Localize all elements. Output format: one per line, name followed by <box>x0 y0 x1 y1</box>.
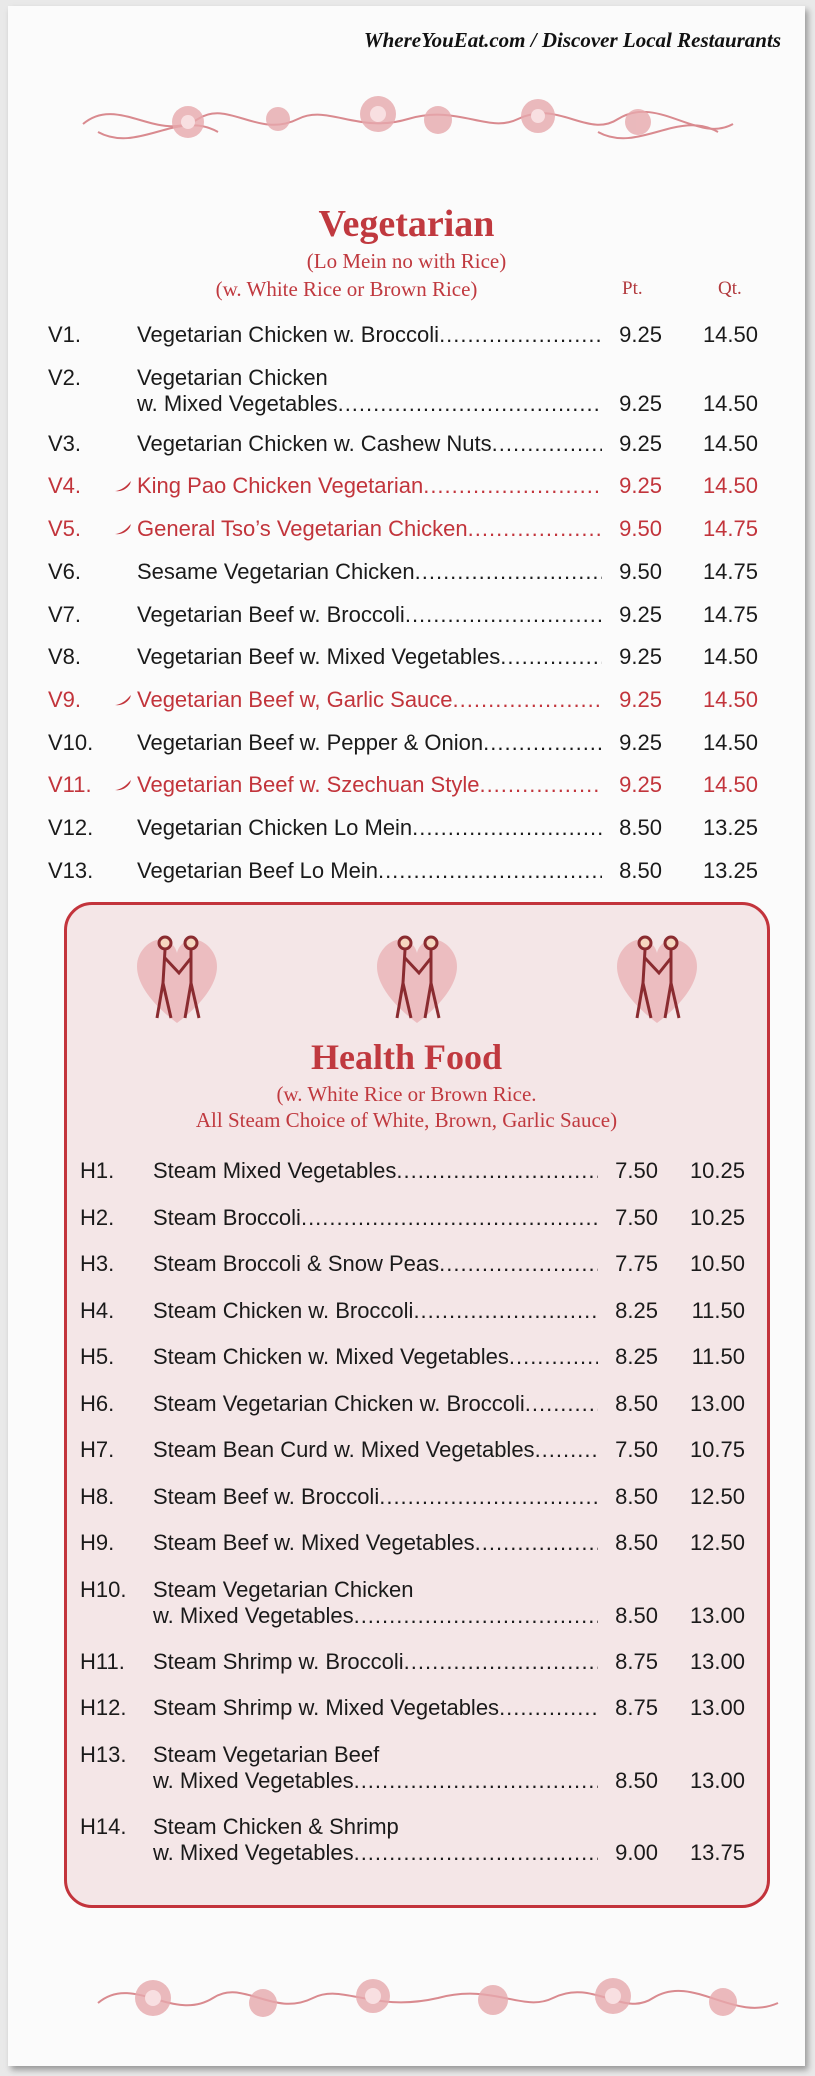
pint-price: 9.25 <box>619 430 662 456</box>
item-name-block <box>153 1344 598 1370</box>
item-name: Vegetarian Beef w, Garlic Sauce <box>137 686 453 712</box>
pint-price: 7.75 <box>615 1251 658 1276</box>
site-header: WhereYouEat.com / Discover Local Restaurants <box>363 28 781 52</box>
pint-price: 8.50 <box>615 1483 658 1509</box>
pint-price: 8.50 <box>619 815 662 840</box>
health-food-title: Health Food <box>310 1037 502 1077</box>
quart-price: 12.50 <box>689 1483 745 1509</box>
menu-item <box>80 1205 745 1235</box>
pint-price: 9.25 <box>619 644 662 670</box>
item-name-block <box>153 1251 598 1277</box>
quart-price: 10.75 <box>689 1437 745 1462</box>
dot-leader <box>301 1205 598 1230</box>
item-code: H8. <box>80 1483 115 1509</box>
item-code: V11. <box>48 772 92 798</box>
dot-leader <box>354 1768 598 1793</box>
pint-price: 9.25 <box>619 686 662 712</box>
pint-price: 8.75 <box>615 1648 658 1674</box>
quart-price: 14.50 <box>702 686 758 712</box>
pint-price: 9.25 <box>619 772 662 798</box>
item-code: V12. <box>48 815 94 840</box>
item-name: Steam Beef w. Broccoli <box>153 1483 380 1509</box>
item-name: Vegetarian Beef w. Pepper & Onion <box>137 729 484 755</box>
item-name-block <box>153 1391 598 1417</box>
quart-price: 11.50 <box>691 1344 745 1369</box>
item-code: H1. <box>80 1158 115 1183</box>
item-name-block <box>153 1437 598 1463</box>
item-code: V13. <box>48 857 94 883</box>
item-code: V3. <box>48 430 82 456</box>
quart-price: 13.00 <box>689 1695 745 1720</box>
item-code: H12. <box>80 1695 127 1720</box>
item-code: V7. <box>48 601 82 627</box>
item-code: H3. <box>80 1251 115 1276</box>
dot-leader <box>509 1344 598 1369</box>
quart-price: 13.25 <box>702 857 758 883</box>
pint-price: 9.25 <box>619 473 662 499</box>
item-code: H2. <box>80 1204 115 1230</box>
item-name-block <box>153 1530 598 1556</box>
item-name: Steam Shrimp w. Mixed Vegetables <box>153 1695 500 1720</box>
item-code: H5. <box>80 1344 115 1369</box>
item-name-block <box>153 1649 598 1675</box>
pint-column-header: Pt. <box>622 278 643 299</box>
quart-price: 14.50 <box>702 322 758 347</box>
quart-price: 13.00 <box>689 1602 745 1628</box>
menu-item <box>80 1437 745 1467</box>
quart-price: 11.50 <box>691 1297 745 1323</box>
quart-price: 14.50 <box>702 772 758 798</box>
item-code: H10. <box>80 1576 127 1602</box>
item-name-block <box>153 1484 598 1510</box>
item-code: H13. <box>80 1741 127 1767</box>
pint-price: 8.50 <box>619 857 662 883</box>
item-name: Steam Broccoli <box>153 1204 301 1230</box>
item-name-continued: w. Mixed Vegetables <box>153 1767 354 1793</box>
pint-price: 8.25 <box>615 1297 658 1323</box>
menu-item <box>80 1391 745 1421</box>
item-name: Vegetarian Chicken w. Broccoli <box>137 322 440 347</box>
item-code: V10. <box>48 729 94 755</box>
item-name: Steam Vegetarian Chicken w. Broccoli <box>153 1390 525 1416</box>
item-name: General Tso’s Vegetarian Chicken <box>137 516 468 542</box>
item-name: Vegetarian Beef Lo Mein <box>137 857 378 883</box>
quart-price: 12.50 <box>689 1530 745 1555</box>
menu-item <box>80 1649 745 1679</box>
health-food-subtitle-2: All Steam Choice of White, Brown, Garlic Sauce) <box>195 1108 618 1132</box>
item-code: V1. <box>48 322 82 347</box>
dot-leader <box>499 1695 598 1720</box>
dot-leader <box>354 1603 598 1628</box>
item-name-block <box>153 1205 598 1231</box>
quart-price: 13.75 <box>689 1839 745 1865</box>
item-name: Vegetarian Beef w. Szechuan Style <box>137 772 480 798</box>
item-code: V9. <box>48 686 82 712</box>
dot-leader <box>439 1251 598 1276</box>
health-food-menu-list <box>8 6 805 2066</box>
item-code: H7. <box>80 1437 115 1462</box>
quart-price: 14.50 <box>702 644 758 670</box>
item-name: Vegetarian Chicken w. Cashew Nuts <box>137 430 492 456</box>
dot-leader <box>535 1437 598 1462</box>
item-code: V8. <box>48 644 82 670</box>
pint-price: 9.50 <box>619 558 662 584</box>
pint-price: 9.25 <box>619 601 662 627</box>
quart-price: 14.50 <box>702 729 758 755</box>
pint-price: 8.25 <box>615 1344 658 1369</box>
item-code: V5. <box>48 516 82 542</box>
menu-item <box>80 1344 745 1374</box>
dot-leader <box>404 1649 598 1674</box>
dot-leader <box>354 1840 598 1865</box>
pint-price: 7.50 <box>615 1437 658 1462</box>
menu-item <box>80 1298 745 1328</box>
item-name: Steam Beef w. Mixed Vegetables <box>153 1530 475 1555</box>
item-name-block <box>153 1298 598 1324</box>
menu-page <box>8 6 805 2066</box>
menu-item <box>80 1577 745 1633</box>
item-name: Vegetarian Chicken <box>137 364 328 390</box>
pint-price: 9.25 <box>619 390 662 416</box>
quart-price: 10.25 <box>689 1204 745 1230</box>
quart-price: 10.50 <box>689 1251 745 1276</box>
quart-price: 14.50 <box>702 390 758 416</box>
quart-price: 14.50 <box>702 430 758 456</box>
pint-price: 7.50 <box>615 1158 658 1183</box>
floral-flourish-bottom <box>93 1958 783 2038</box>
item-code: H14. <box>80 1813 127 1839</box>
item-name: Sesame Vegetarian Chicken <box>137 558 415 584</box>
pint-price: 8.75 <box>615 1695 658 1720</box>
pint-price: 9.00 <box>615 1839 658 1865</box>
menu-item <box>80 1814 745 1870</box>
quart-price: 13.00 <box>689 1767 745 1793</box>
item-name-block <box>153 1577 598 1629</box>
menu-item <box>80 1251 745 1281</box>
pint-price: 8.50 <box>615 1602 658 1628</box>
dot-leader <box>525 1391 598 1416</box>
menu-item <box>80 1530 745 1560</box>
quart-price: 14.75 <box>702 558 758 584</box>
menu-item <box>80 1695 745 1725</box>
item-code: V4. <box>48 473 82 499</box>
item-name-continued: w. Mixed Vegetables <box>137 390 338 416</box>
pint-price: 9.25 <box>619 322 662 347</box>
pint-price: 9.50 <box>619 516 662 542</box>
item-name: Vegetarian Chicken Lo Mein <box>137 815 413 840</box>
item-name: Steam Vegetarian Chicken <box>153 1576 414 1602</box>
dot-leader <box>475 1530 598 1555</box>
quart-price: 14.50 <box>702 473 758 499</box>
item-name: Steam Chicken w. Mixed Vegetables <box>153 1344 509 1369</box>
vegetarian-subtitle-1: (Lo Mein no with Rice) <box>306 249 507 273</box>
item-name: Steam Vegetarian Beef <box>153 1741 380 1767</box>
item-code: H11. <box>80 1648 125 1674</box>
pint-price: 7.50 <box>615 1204 658 1230</box>
health-food-subtitle-1: (w. White Rice or Brown Rice. <box>276 1082 537 1106</box>
vegetarian-title: Vegetarian <box>318 203 495 245</box>
pint-price: 8.50 <box>615 1767 658 1793</box>
item-name-continued: w. Mixed Vegetables <box>153 1839 354 1865</box>
pint-price: 8.50 <box>615 1530 658 1555</box>
item-name: Vegetarian Beef w. Broccoli <box>137 601 405 627</box>
item-name-block <box>153 1158 598 1184</box>
item-code: H9. <box>80 1530 115 1555</box>
quart-price: 14.75 <box>702 516 758 542</box>
quart-price: 10.25 <box>689 1158 745 1183</box>
item-name-block <box>153 1742 598 1794</box>
item-code: V6. <box>48 558 82 584</box>
item-name-block <box>153 1695 598 1721</box>
vegetarian-subtitle-2: (w. White Rice or Brown Rice) <box>215 277 478 301</box>
item-code: H4. <box>80 1297 115 1323</box>
pint-price: 9.25 <box>619 729 662 755</box>
item-code: V2. <box>48 364 82 390</box>
item-name-continued: w. Mixed Vegetables <box>153 1602 354 1628</box>
dot-leader <box>379 1484 598 1509</box>
item-name: Steam Mixed Vegetables <box>153 1158 397 1183</box>
item-name: Steam Chicken & Shrimp <box>153 1813 399 1839</box>
item-name: Steam Shrimp w. Broccoli <box>153 1648 404 1674</box>
menu-item <box>80 1158 745 1188</box>
quart-column-header: Qt. <box>718 278 742 299</box>
quart-price: 14.75 <box>702 601 758 627</box>
item-name-block <box>153 1814 598 1866</box>
dot-leader <box>413 1298 598 1323</box>
quart-price: 13.00 <box>689 1390 745 1416</box>
quart-price: 13.00 <box>689 1648 745 1674</box>
quart-price: 13.25 <box>702 815 758 840</box>
item-name: Steam Chicken w. Broccoli <box>153 1297 414 1323</box>
item-name: Vegetarian Beef w. Mixed Vegetables <box>137 644 501 670</box>
dot-leader <box>396 1158 598 1183</box>
item-code: H6. <box>80 1390 115 1416</box>
item-name: Steam Bean Curd w. Mixed Vegetables <box>153 1437 535 1462</box>
pint-price: 8.50 <box>615 1390 658 1416</box>
menu-item <box>80 1484 745 1514</box>
menu-item <box>80 1742 745 1798</box>
item-name: Steam Broccoli & Snow Peas <box>153 1251 440 1276</box>
item-name: King Pao Chicken Vegetarian <box>137 473 424 499</box>
